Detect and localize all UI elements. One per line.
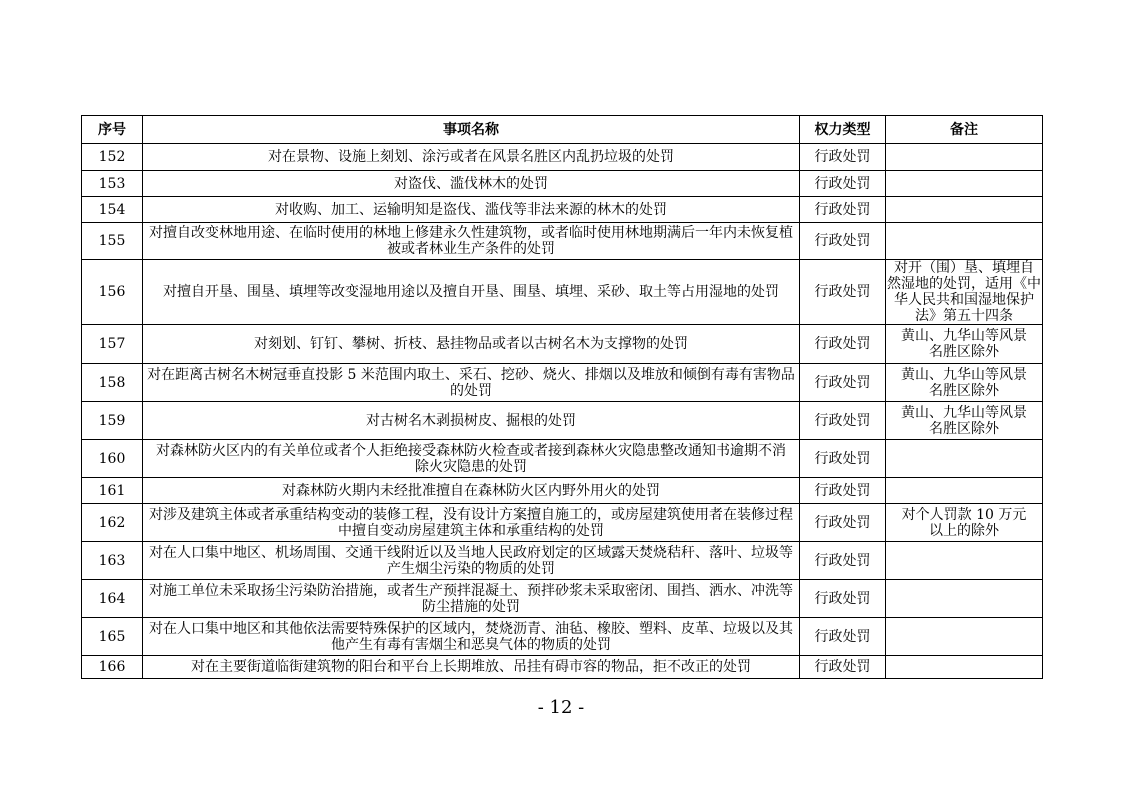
- remark-line: 对开（围）垦、填埋自: [894, 260, 1034, 276]
- row-number: 164: [82, 580, 143, 618]
- header-remark: 备注: [886, 116, 1043, 144]
- remark: [886, 223, 1043, 260]
- remark: [886, 144, 1043, 171]
- item-name: [143, 402, 800, 440]
- item-name-line: 对森林防火区内的有关单位或者个人拒绝接受森林防火检查或者接到森林火灾隐患整改通知书逾期不消: [156, 442, 786, 459]
- item-name-line: 对涉及建筑主体或者承重结构变动的装修工程，没有设计方案擅自施工的，或房屋建筑使用者在装修过程: [149, 506, 793, 523]
- row-number: 159: [82, 402, 143, 440]
- item-name: [143, 144, 800, 171]
- item-name-line: 他产生有毒有害烟尘和恶臭气体的物质的处罚: [331, 636, 611, 653]
- remark: [886, 197, 1043, 223]
- row-number: 155: [82, 223, 143, 260]
- remark: [886, 580, 1043, 618]
- power-type: 行政处罚: [800, 223, 886, 260]
- row-number: 160: [82, 440, 143, 478]
- power-type: 行政处罚: [800, 364, 886, 402]
- power-type: 行政处罚: [800, 440, 886, 478]
- table-row: [82, 440, 1043, 478]
- item-name-line: 对擅自开垦、围垦、填埋等改变湿地用途以及擅自开垦、围垦、填埋、采砂、取土等占用湿地的处罚: [163, 284, 779, 300]
- power-type: 行政处罚: [800, 197, 886, 223]
- remark-line: 黄山、九华山等风景: [901, 366, 1027, 383]
- item-name-line: 对在景物、设施上刻划、涂污或者在风景名胜区内乱扔垃圾的处罚: [268, 149, 674, 165]
- power-type: 行政处罚: [800, 580, 886, 618]
- header-name: 事项名称: [143, 116, 800, 144]
- row-number: 162: [82, 504, 143, 542]
- table-row: [82, 144, 1043, 171]
- remark-line: 对个人罚款 10 万元: [901, 506, 1027, 523]
- power-type: 行政处罚: [800, 171, 886, 197]
- item-name-line: 对在距离古树名木树冠垂直投影 5 米范围内取土、采石、挖砂、烧火、排烟以及堆放和倾倒有毒有害物品: [147, 366, 795, 383]
- item-name-line: 对擅自改变林地用途、在临时使用的林地上修建永久性建筑物，或者临时使用林地期满后一年内未恢复植: [149, 225, 793, 241]
- power-type: 行政处罚: [800, 504, 886, 542]
- remark: [886, 542, 1043, 580]
- item-name-line: 产生烟尘污染的物质的处罚: [387, 560, 555, 577]
- remark-line: 名胜区除外: [929, 344, 999, 360]
- item-name-line: 对施工单位未采取扬尘污染防治措施，或者生产预拌混凝土、预拌砂浆未采取密闭、围挡、洒水、冲洗等: [149, 582, 793, 599]
- item-name: [143, 260, 800, 325]
- items-table: [81, 115, 1043, 679]
- power-type: 行政处罚: [800, 618, 886, 656]
- power-type: 行政处罚: [800, 325, 886, 364]
- row-number: 153: [82, 171, 143, 197]
- item-name: [143, 504, 800, 542]
- item-name-line: 对盗伐、滥伐林木的处罚: [394, 175, 548, 192]
- remark-line: 然湿地的处罚，适用《中: [887, 276, 1041, 292]
- table-row: [82, 223, 1043, 260]
- table-row: [82, 656, 1043, 679]
- remark-line: 黄山、九华山等风景: [901, 328, 1027, 344]
- row-number: 165: [82, 618, 143, 656]
- remark: [886, 325, 1043, 364]
- power-type: 行政处罚: [800, 260, 886, 325]
- header-type: 权力类型: [800, 116, 886, 144]
- item-name: [143, 171, 800, 197]
- table-row: [82, 325, 1043, 364]
- row-number: 158: [82, 364, 143, 402]
- remark-line: 以上的除外: [929, 522, 999, 539]
- row-number: 152: [82, 144, 143, 171]
- item-name-line: 被或者林业生产条件的处罚: [387, 241, 555, 257]
- power-type: 行政处罚: [800, 478, 886, 504]
- power-type: 行政处罚: [800, 542, 886, 580]
- item-name-line: 对在人口集中地区、机场周围、交通干线附近以及当地人民政府划定的区域露天焚烧秸秆、落叶、垃圾等: [149, 544, 793, 561]
- row-number: 163: [82, 542, 143, 580]
- item-name: [143, 542, 800, 580]
- page-number: - 12 -: [537, 697, 585, 718]
- remark: [886, 364, 1043, 402]
- item-name-line: 对在人口集中地区和其他依法需要特殊保护的区域内，焚烧沥青、油毡、橡胶、塑料、皮革、垃圾以及其: [149, 620, 793, 637]
- item-name-line: 中擅自变动房屋建筑主体和承重结构的处罚: [338, 522, 604, 539]
- item-name: [143, 478, 800, 504]
- remark: [886, 618, 1043, 656]
- remark: [886, 478, 1043, 504]
- power-type: 行政处罚: [800, 656, 886, 679]
- remark: [886, 402, 1043, 440]
- table-row: [82, 402, 1043, 440]
- remark: [886, 260, 1043, 325]
- item-name-line: 对古树名木剥损树皮、掘根的处罚: [366, 412, 576, 429]
- remark: [886, 440, 1043, 478]
- table-row: [82, 364, 1043, 402]
- table-row: [82, 618, 1043, 656]
- item-name: [143, 223, 800, 260]
- table-row: [82, 504, 1043, 542]
- table-row: [82, 171, 1043, 197]
- item-name-line: 的处罚: [450, 382, 492, 399]
- item-name: [143, 580, 800, 618]
- row-number: 157: [82, 325, 143, 364]
- item-name-line: 对森林防火期内未经批准擅自在森林防火区内野外用火的处罚: [282, 482, 660, 499]
- item-name: [143, 197, 800, 223]
- table-row: [82, 580, 1043, 618]
- remark-line: 华人民共和国湿地保护: [894, 292, 1034, 308]
- table-row: [82, 542, 1043, 580]
- item-name: [143, 440, 800, 478]
- table-row: [82, 478, 1043, 504]
- remark: [886, 656, 1043, 679]
- row-number: 161: [82, 478, 143, 504]
- item-name: [143, 325, 800, 364]
- item-name-line: 对收购、加工、运输明知是盗伐、滥伐等非法来源的林木的处罚: [275, 201, 667, 218]
- table-row: [82, 197, 1043, 223]
- row-number: 156: [82, 260, 143, 325]
- remark-line: 法》第五十四条: [915, 308, 1013, 324]
- remark-line: 名胜区除外: [929, 420, 999, 437]
- item-name: [143, 618, 800, 656]
- item-name-line: 对在主要街道临街建筑物的阳台和平台上长期堆放、吊挂有碍市容的物品，拒不改正的处罚: [191, 659, 751, 675]
- header-seq: 序号: [82, 116, 143, 144]
- table-header-row: [82, 116, 1043, 144]
- remark-line: 名胜区除外: [929, 382, 999, 399]
- row-number: 154: [82, 197, 143, 223]
- power-type: 行政处罚: [800, 144, 886, 171]
- remark: [886, 171, 1043, 197]
- item-name-line: 对刻划、钉钉、攀树、折枝、悬挂物品或者以古树名木为支撑物的处罚: [254, 336, 688, 352]
- item-name-line: 除火灾隐患的处罚: [415, 458, 527, 475]
- table-row: [82, 260, 1043, 325]
- item-name: [143, 656, 800, 679]
- remark: [886, 504, 1043, 542]
- item-name-line: 防尘措施的处罚: [422, 598, 520, 615]
- remark-line: 黄山、九华山等风景: [901, 404, 1027, 421]
- power-type: 行政处罚: [800, 402, 886, 440]
- item-name: [143, 364, 800, 402]
- row-number: 166: [82, 656, 143, 679]
